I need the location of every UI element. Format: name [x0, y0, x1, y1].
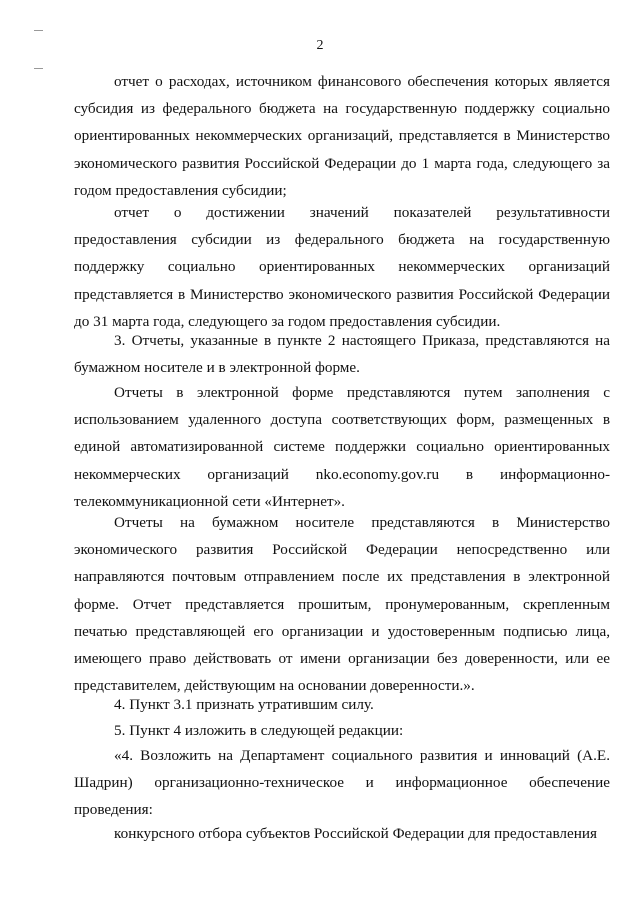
- paragraph-item-4: 4. Пункт 3.1 признать утратившим силу.: [114, 696, 374, 713]
- paragraph-electronic-reports: Отчеты в электронной форме представляются путем заполнения с использованием удаленного доступа соответствующих форм, размещенных в единой автоматизированной системе поддержки социально ориентированных некоммерческих организаций nko.economy.gov.ru в информационно-телекоммуникационной сети «Интернет».: [74, 384, 610, 510]
- paragraph-quoted-item-4: «4. Возложить на Департамент социального развития и инноваций (А.Е. Шадрин) организационно-техническое и информационное обеспечение проведения:: [74, 747, 610, 819]
- paragraph-performance-report: отчет о достижении значений показателей результативности предоставления субсидии из федерального бюджета на государственную поддержку социально ориентированных некоммерческих организаций представляется в Министерство экономического развития Российской Федерации до 31 марта года, следующего за годом предоставления субсидии.: [74, 204, 610, 330]
- paragraph-item-3: 3. Отчеты, указанные в пункте 2 настоящего Приказа, представляются на бумажном носителе и в электронной форме.: [74, 332, 610, 377]
- scan-mark: [34, 68, 43, 69]
- paragraph-expense-report: отчет о расходах, источником финансового обеспечения которых является субсидия из федерального бюджета на государственную поддержку социально ориентированных некоммерческих организаций, представляется в Министерство экономического развития Российской Федерации до 1 марта года, следующего за годом предоставления субсидии;: [74, 73, 610, 199]
- scan-mark: [34, 30, 43, 31]
- page-number: 2: [316, 38, 324, 53]
- paragraph-item-5: 5. Пункт 4 изложить в следующей редакции:: [114, 722, 404, 739]
- paragraph-competitive-selection: конкурсного отбора субъектов Российской Федерации для предоставления: [114, 825, 597, 842]
- paragraph-paper-reports: Отчеты на бумажном носителе представляются в Министерство экономического развития Российской Федерации непосредственно или направляются почтовым отправлением после их представления в электронной форме. Отчет представляется прошитым, пронумерованным, скрепленным печатью представляющей его организации и удостоверенным подписью лица, имеющего право действовать от имени организации без доверенности, или ее представителем, действующим на основании доверенности.».: [74, 514, 610, 695]
